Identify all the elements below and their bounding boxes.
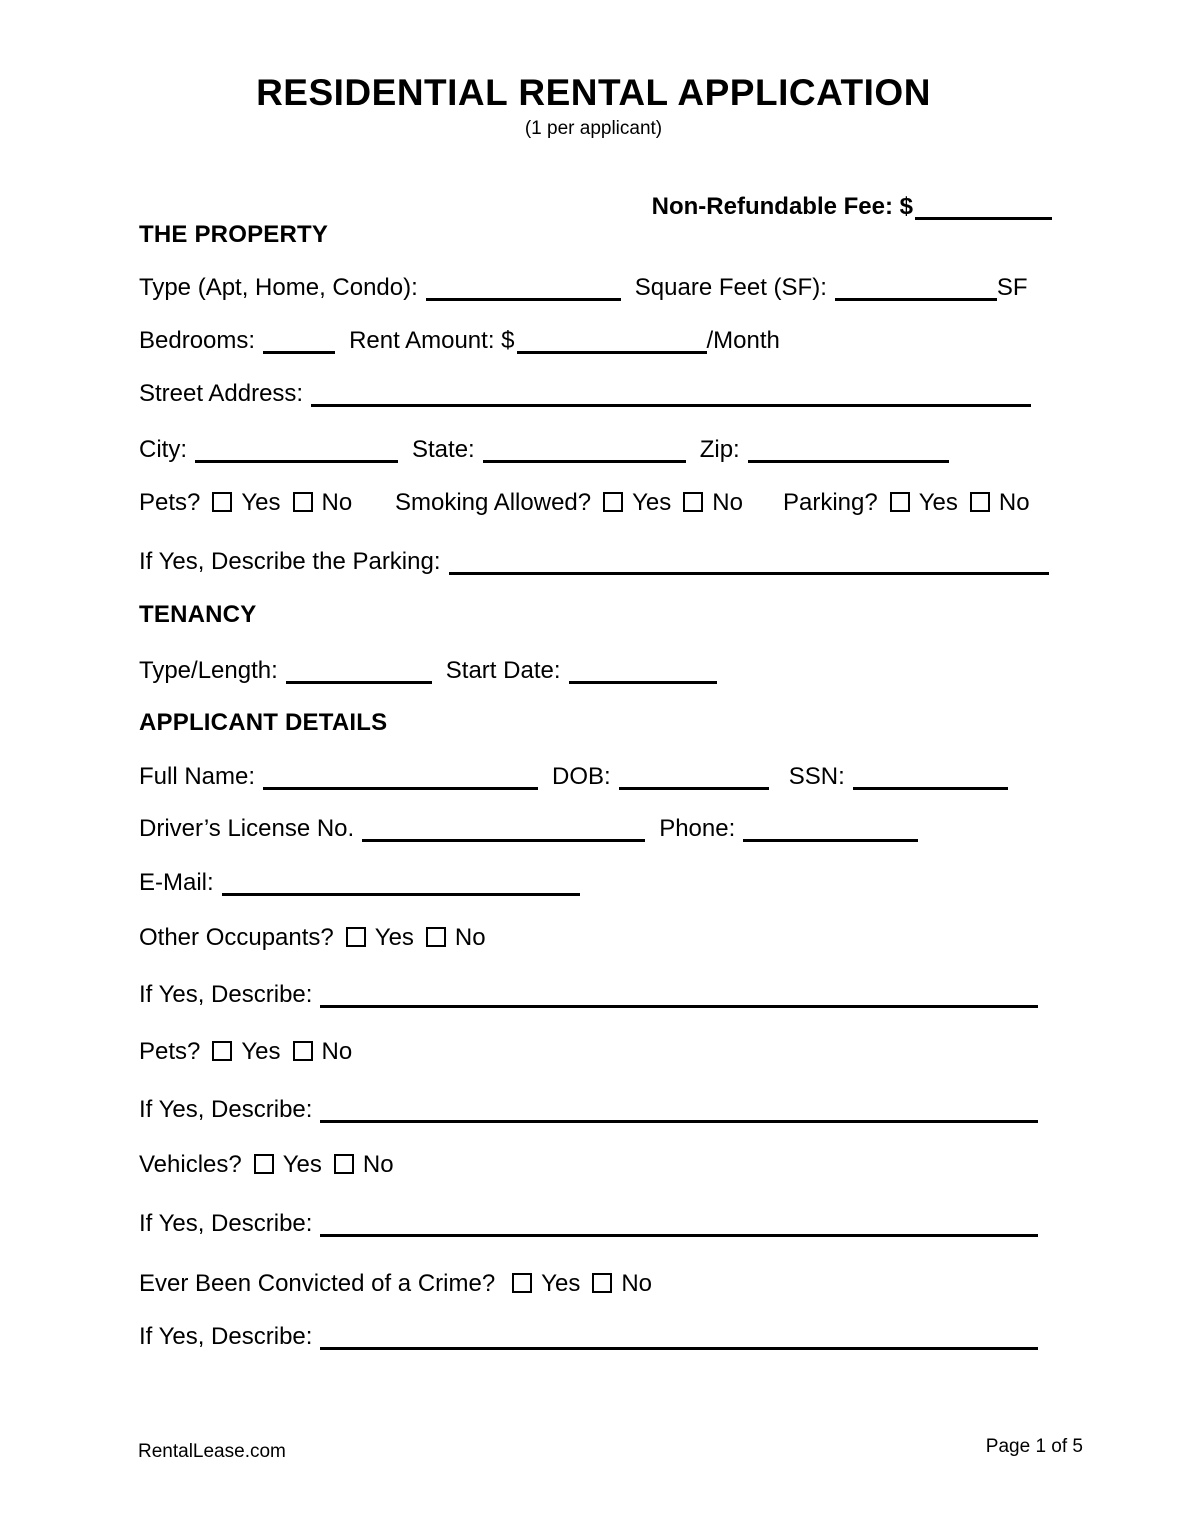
applicant-pets-row: [139, 1037, 352, 1067]
no-label: No: [998, 489, 1030, 516]
street-address-row: [139, 379, 1031, 409]
page-title: RESIDENTIAL RENTAL APPLICATION: [256, 72, 931, 113]
occupants-yes-checkbox[interactable]: [346, 927, 366, 947]
if-yes-describe-label: If Yes, Describe:: [139, 1096, 313, 1123]
parking-yes-checkbox[interactable]: [890, 492, 910, 512]
zip-blank[interactable]: [748, 440, 949, 463]
rent-suffix: /Month: [706, 327, 780, 354]
dob-blank[interactable]: [619, 767, 769, 790]
section-heading-property: THE PROPERTY: [139, 221, 329, 248]
section-heading-applicant: APPLICANT DETAILS: [139, 709, 388, 736]
footer-site: RentalLease.com: [138, 1441, 286, 1462]
license-phone-row: [139, 814, 918, 844]
parking-no-checkbox[interactable]: [970, 492, 990, 512]
if-yes-describe-label: If Yes, Describe:: [139, 981, 313, 1008]
yes-label: Yes: [241, 1038, 281, 1065]
footer-page-indicator: Page 1 of 5: [985, 1436, 1083, 1457]
parking-describe-label: If Yes, Describe the Parking:: [139, 548, 441, 575]
type-length-label: Type/Length:: [139, 657, 278, 684]
subtitle-row: [0, 118, 1187, 140]
no-label: No: [321, 1038, 353, 1065]
property-type-blank[interactable]: [426, 278, 621, 301]
crime-describe-blank[interactable]: [320, 1327, 1038, 1350]
title-row: [0, 72, 1187, 114]
property-pets-group: [139, 488, 352, 518]
if-yes-describe-label: If Yes, Describe:: [139, 1210, 313, 1237]
street-address-label: Street Address:: [139, 380, 304, 407]
city-state-zip-row: [139, 435, 949, 465]
yes-label: Yes: [541, 1270, 581, 1297]
applicant-pets-label: Pets?: [139, 1038, 201, 1065]
sqft-blank[interactable]: [835, 278, 997, 301]
no-label: No: [454, 924, 486, 951]
bedrooms-label: Bedrooms:: [139, 327, 256, 354]
vehicles-label: Vehicles?: [139, 1151, 242, 1178]
yes-label: Yes: [241, 489, 281, 516]
email-row: [139, 868, 580, 898]
city-label: City:: [139, 436, 187, 463]
applicant-pets-yes-checkbox[interactable]: [212, 1041, 232, 1061]
parking-describe-row: [139, 547, 1049, 577]
state-blank[interactable]: [483, 440, 686, 463]
fee-row: [652, 192, 1052, 222]
rent-label: Rent Amount: $: [349, 327, 515, 354]
smoking-label: Smoking Allowed?: [395, 489, 592, 516]
tenancy-row: [139, 656, 717, 686]
rent-blank[interactable]: [517, 331, 707, 354]
smoking-group: [395, 488, 743, 518]
state-label: State:: [412, 436, 475, 463]
sqft-label: Square Feet (SF):: [634, 274, 827, 301]
vehicles-no-checkbox[interactable]: [334, 1154, 354, 1174]
crime-describe-row: [139, 1322, 1038, 1352]
occupants-describe-blank[interactable]: [320, 985, 1038, 1008]
no-label: No: [362, 1151, 394, 1178]
pets-describe-blank[interactable]: [320, 1100, 1038, 1123]
vehicles-row: [139, 1150, 394, 1180]
start-date-label: Start Date:: [445, 657, 561, 684]
property-pets-label: Pets?: [139, 489, 201, 516]
ssn-blank[interactable]: [853, 767, 1008, 790]
yes-label: Yes: [632, 489, 672, 516]
section-heading-tenancy: TENANCY: [139, 601, 257, 628]
sqft-suffix: SF: [996, 274, 1028, 301]
type-length-blank[interactable]: [286, 661, 432, 684]
page-subtitle: (1 per applicant): [524, 118, 663, 139]
city-blank[interactable]: [195, 440, 398, 463]
vehicles-describe-row: [139, 1209, 1038, 1239]
fee-amount-blank[interactable]: [915, 197, 1052, 220]
applicant-pets-no-checkbox[interactable]: [293, 1041, 313, 1061]
property-pets-no-checkbox[interactable]: [293, 492, 313, 512]
yes-label: Yes: [374, 924, 414, 951]
pets-describe-row: [139, 1095, 1038, 1125]
property-yes-no-row: [139, 488, 1079, 518]
bedrooms-blank[interactable]: [263, 331, 335, 354]
smoking-yes-checkbox[interactable]: [603, 492, 623, 512]
vehicles-describe-blank[interactable]: [320, 1214, 1038, 1237]
bedrooms-rent-row: [139, 326, 780, 356]
crime-yes-checkbox[interactable]: [512, 1273, 532, 1293]
zip-label: Zip:: [699, 436, 740, 463]
crime-row: [139, 1269, 652, 1299]
email-blank[interactable]: [222, 873, 580, 896]
start-date-blank[interactable]: [569, 661, 717, 684]
fee-label: Non-Refundable Fee: $: [651, 193, 913, 220]
no-label: No: [321, 489, 353, 516]
crime-label: Ever Been Convicted of a Crime?: [139, 1270, 496, 1297]
phone-blank[interactable]: [743, 819, 918, 842]
property-type-label: Type (Apt, Home, Condo):: [139, 274, 418, 301]
email-label: E-Mail:: [139, 869, 214, 896]
full-name-row: [139, 762, 1008, 792]
yes-label: Yes: [918, 489, 958, 516]
no-label: No: [621, 1270, 653, 1297]
street-address-blank[interactable]: [311, 384, 1031, 407]
parking-describe-blank[interactable]: [449, 552, 1049, 575]
ssn-label: SSN:: [788, 763, 845, 790]
full-name-blank[interactable]: [263, 767, 538, 790]
phone-label: Phone:: [659, 815, 736, 842]
no-label: No: [712, 489, 743, 516]
parking-group: [783, 488, 1030, 518]
license-label: Driver’s License No.: [139, 815, 355, 842]
occupants-no-checkbox[interactable]: [426, 927, 446, 947]
property-type-row: [139, 273, 1028, 303]
if-yes-describe-label: If Yes, Describe:: [139, 1323, 313, 1350]
smoking-no-checkbox[interactable]: [683, 492, 703, 512]
license-blank[interactable]: [362, 819, 645, 842]
occupants-describe-row: [139, 980, 1038, 1010]
other-occupants-row: [139, 923, 486, 953]
crime-no-checkbox[interactable]: [592, 1273, 612, 1293]
full-name-label: Full Name:: [139, 763, 256, 790]
property-pets-yes-checkbox[interactable]: [212, 492, 232, 512]
other-occupants-label: Other Occupants?: [139, 924, 334, 951]
yes-label: Yes: [282, 1151, 322, 1178]
vehicles-yes-checkbox[interactable]: [254, 1154, 274, 1174]
parking-label: Parking?: [783, 489, 878, 516]
dob-label: DOB:: [552, 763, 611, 790]
